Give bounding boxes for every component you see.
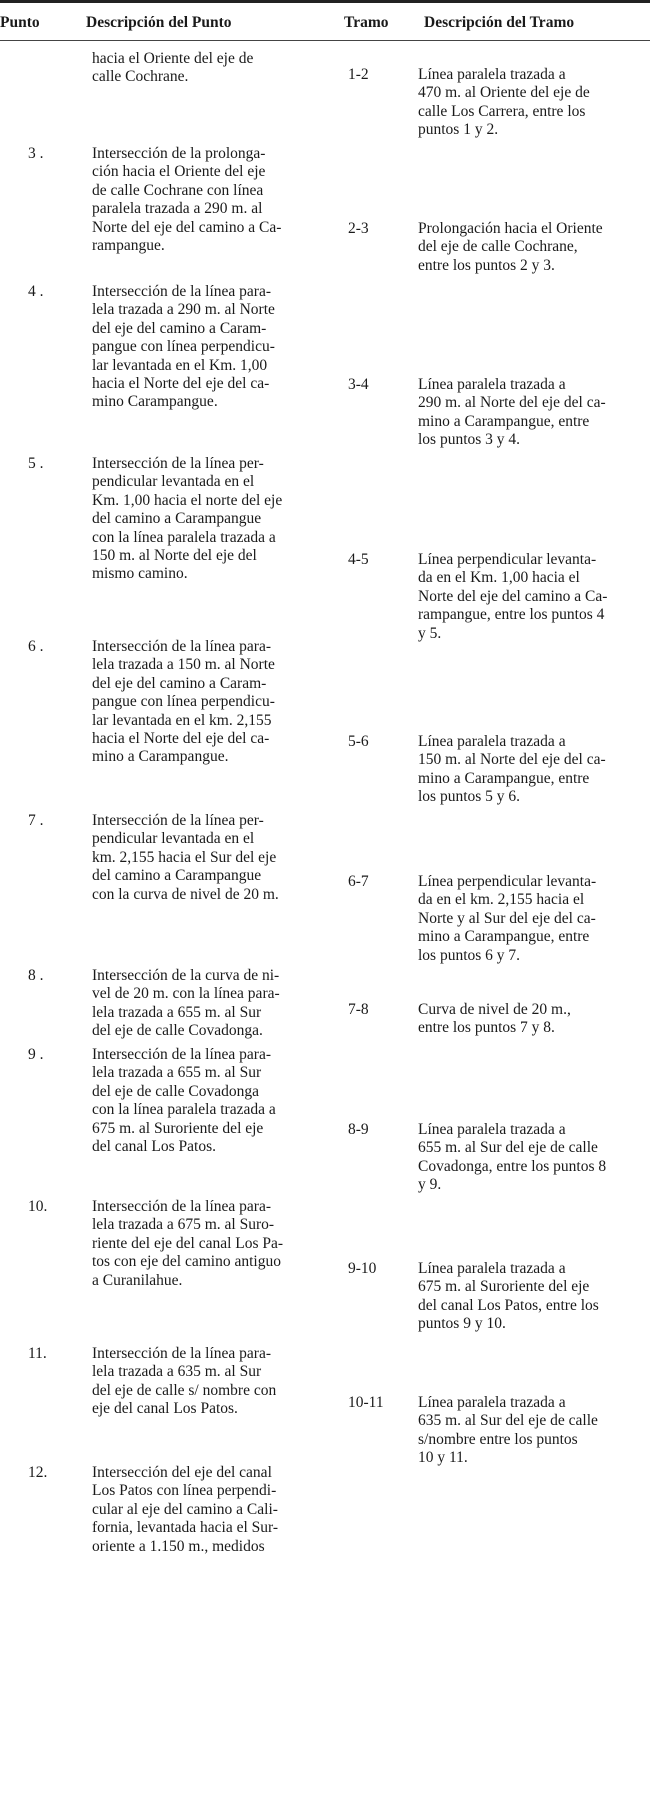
tramo-number: 3-4 — [348, 376, 369, 393]
tramo-number: 5-6 — [348, 733, 369, 750]
tramo-description: Línea perpendicular levanta- da en el km. 2,155 hacia el Norte y al Sur del eje del ca- mino a Carampangue, entre los puntos 6 y 7. — [418, 873, 597, 964]
header-descripcion-tramo: Descripción del Tramo — [424, 14, 575, 31]
header-punto: Punto — [0, 14, 40, 31]
tramo-number: 1-2 — [348, 66, 369, 83]
punto-description: Intersección de la línea per- pendicular levantada en el km. 2,155 hacia el Sur del eje del camino a Carampangue con la curva de nivel de 20 m. — [92, 812, 279, 903]
tramo-number: 10-11 — [348, 1394, 384, 1411]
tramo-description: Línea paralela trazada a 635 m. al Sur del eje de calle s/nombre entre los puntos 10 y 11. — [418, 1394, 598, 1467]
tramo-number: 4-5 — [348, 551, 369, 568]
tramo-number: 6-7 — [348, 873, 369, 890]
tramo-description: Línea paralela trazada a 290 m. al Norte del eje del ca- mino a Carampangue, entre los puntos 3 y 4. — [418, 376, 606, 449]
punto-description: Intersección de la línea para- lela trazada a 290 m. al Norte del eje del camino a Caram- pangue con línea perpendicu- lar levantada en el Km. 1,00 hacia el Norte del eje del ca- mino Carampangue. — [92, 283, 275, 411]
punto-number: 10. — [28, 1198, 48, 1215]
header-tramo: Tramo — [344, 14, 389, 31]
tramo-description: Línea paralela trazada a 655 m. al Sur del eje de calle Covadonga, entre los puntos 8 y 9. — [418, 1121, 607, 1194]
punto-number: 3 . — [28, 145, 44, 162]
punto-description: Intersección de la prolonga- ción hacia el Oriente del eje de calle Cochrane con línea paralela trazada a 290 m. al Norte del eje del camino a Ca- rampangue. — [92, 145, 282, 255]
punto-description: Intersección de la línea para- lela trazada a 675 m. al Suro- riente del eje del canal Los Pa- tos con eje del camino antiguo a Curanilahue. — [92, 1198, 284, 1289]
punto-description: Intersección del eje del canal Los Patos con línea perpendi- cular al eje del camino a Cali- fornia, levantada hacia el Sur- oriente a 1.150 m., medidos — [92, 1464, 279, 1555]
table-header — [0, 12, 650, 38]
tramo-description: Línea paralela trazada a 150 m. al Norte del eje del ca- mino a Carampangue, entre los puntos 5 y 6. — [418, 733, 606, 806]
punto-number: 8 . — [28, 967, 44, 984]
tramo-number: 7-8 — [348, 1001, 369, 1018]
punto-description: Intersección de la línea para- lela trazada a 635 m. al Sur del eje de calle s/ nombre con eje del canal Los Patos. — [92, 1345, 277, 1418]
punto-number: 12. — [28, 1464, 48, 1481]
tramo-number: 2-3 — [348, 220, 369, 237]
tramo-description: Línea paralela trazada a 675 m. al Suroriente del eje del canal Los Patos, entre los puntos 9 y 10. — [418, 1260, 599, 1333]
punto-description: hacia el Oriente del eje de calle Cochrane. — [92, 50, 254, 86]
punto-description: Intersección de la línea per- pendicular levantada en el Km. 1,00 hacia el norte del eje del camino a Carampangue con la línea paralela trazada a 150 m. al Norte del eje del mismo camino. — [92, 455, 283, 583]
tramo-number: 8-9 — [348, 1121, 369, 1138]
punto-number: 4 . — [28, 283, 44, 300]
tramo-description: Prolongación hacia el Oriente del eje de calle Cochrane, entre los puntos 2 y 3. — [418, 220, 603, 274]
punto-description: Intersección de la línea para- lela trazada a 655 m. al Sur del eje de calle Covadonga con la línea paralela trazada a 675 m. al Suroriente del eje del canal Los Patos. — [92, 1046, 276, 1156]
tramo-description: Curva de nivel de 20 m., entre los puntos 7 y 8. — [418, 1001, 571, 1037]
header-descripcion-punto: Descripción del Punto — [86, 14, 232, 31]
top-rule — [0, 0, 650, 3]
tramo-description: Línea paralela trazada a 470 m. al Oriente del eje de calle Los Carrera, entre los puntos 1 y 2. — [418, 66, 590, 139]
tramo-description: Línea perpendicular levanta- da en el Km. 1,00 hacia el Norte del eje del camino a Ca- rampangue, entre los puntos 4 y 5. — [418, 551, 608, 642]
punto-number: 9 . — [28, 1046, 44, 1063]
punto-number: 6 . — [28, 638, 44, 655]
punto-number: 11. — [28, 1345, 47, 1362]
punto-description: Intersección de la línea para- lela trazada a 150 m. al Norte del eje del camino a Caram- pangue con línea perpendicu- lar levantada en el km. 2,155 hacia el Norte del eje del ca- mino a Carampangue. — [92, 638, 275, 766]
tramo-number: 9-10 — [348, 1260, 377, 1277]
header-rule — [0, 40, 650, 41]
punto-number: 7 . — [28, 812, 44, 829]
punto-number: 5 . — [28, 455, 44, 472]
punto-description: Intersección de la curva de ni- vel de 20 m. con la línea para- lela trazada a 655 m. al Sur del eje de calle Covadonga. — [92, 967, 280, 1040]
